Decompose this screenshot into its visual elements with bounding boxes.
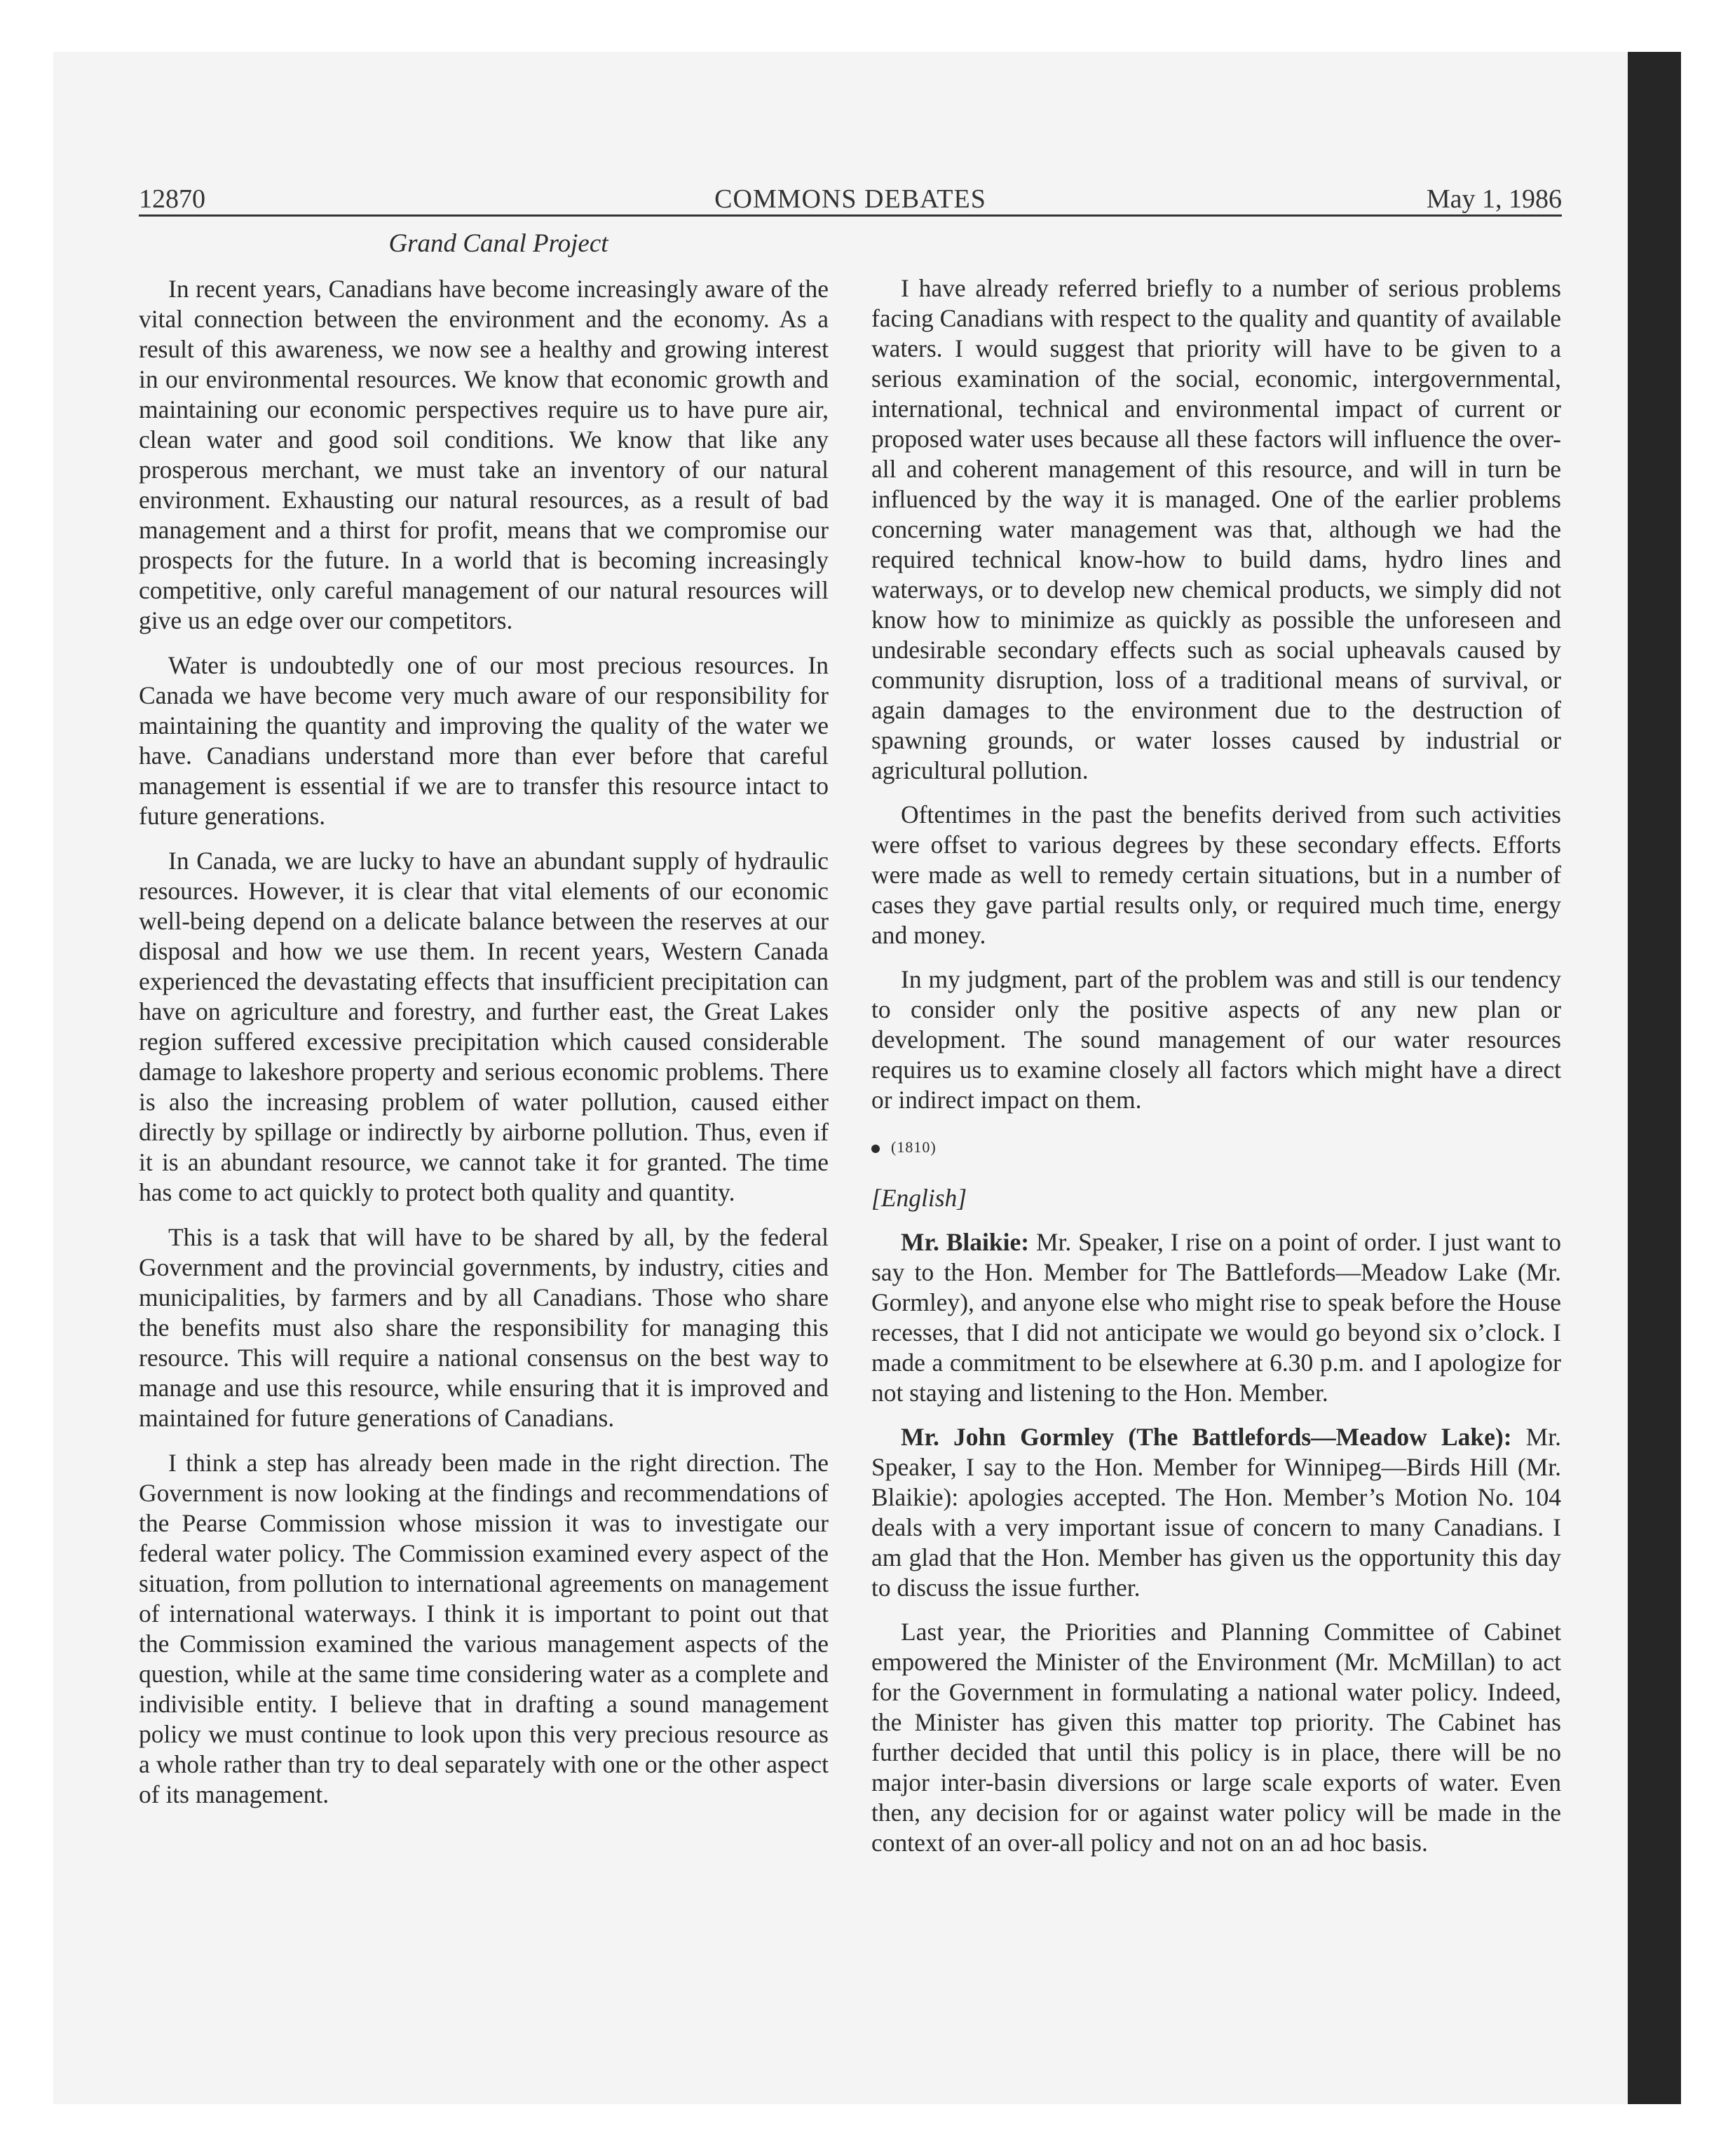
publication-title: COMMONS DEBATES bbox=[714, 184, 986, 214]
page-header bbox=[139, 181, 1562, 217]
paragraph: Water is undoubtedly one of our most precious resources. In Canada we have become very much aware of our responsibility for maintaining the quantity and improving the quality of the water we have. Canadians understand more than ever before that careful management is essential if we are to transfer this resource intact to future generations. bbox=[139, 651, 829, 830]
paragraph: Last year, the Priorities and Planning Committee of Cabinet empowered the Minister of the Environment (Mr. McMillan) to act for the Government in formulating a national water policy. Indeed, the Minister has given this matter top priority. The Cabinet has further decided that until this policy is in place, there will be no major inter-basin diversions or large scale exports of water. Even then, any decision for or against water policy will be made in the context of an over-all policy and not on an ad hoc basis. bbox=[871, 1618, 1561, 1857]
page-number: 12870 bbox=[139, 184, 205, 214]
right-column bbox=[871, 273, 1561, 1872]
speaker-name: Mr. Blaikie: bbox=[901, 1228, 1030, 1256]
scan-edge-bar bbox=[1628, 52, 1681, 2104]
language-note: [English] bbox=[871, 1184, 967, 1212]
speech-paragraph bbox=[871, 1422, 1561, 1603]
time-marker-text: (1810) bbox=[891, 1138, 937, 1156]
speaker-name: Mr. John Gormley (The Battlefords—Meadow Lake): bbox=[901, 1423, 1512, 1451]
section-title: Grand Canal Project bbox=[388, 229, 608, 258]
paragraph: I think a step has already been made in the right direction. The Government is now looking at the findings and recommendations of the Pearse Commission whose mission it was to investigate our federal water policy. The Commission examined every aspect of the situation, from pollution to international agreements on management of international waterways. I think it is important to point out that the Commission examined the various management aspects of the question, while at the same time considering water as a complete and indivisible entity. I believe that in drafting a sound management policy we must continue to look upon this very precious resource as a whole rather than try to deal separately with one or the other aspect of its management. bbox=[139, 1449, 829, 1808]
paragraph: Oftentimes in the past the benefits derived from such activities were offset to various degrees by these secondary effects. Efforts were made as well to remedy certain situations, but in a number of cases they gave partial results only, or required much time, energy and money. bbox=[871, 800, 1561, 949]
page-date: May 1, 1986 bbox=[1426, 184, 1562, 214]
header-rule bbox=[139, 214, 1562, 217]
paragraph: I have already referred briefly to a number of serious problems facing Canadians with respect to the quality and quantity of available waters. I would suggest that priority will have to be given to a serious examination of the social, economic, intergovernmental, international, technical and environmental impact of current or proposed water uses because all these factors will influence the over-all and coherent management of this resource, and will in turn be influenced by the way it is managed. One of the earlier problems concerning water management was that, although we had the required technical know-how to build dams, hydro lines and waterways, or to develop new chemical products, we simply did not know how to minimize as quickly as possible the unforeseen and undesirable secondary effects such as social upheavals caused by community disruption, loss of a traditional means of survival, or again damages to the environment due to the destruction of spawning grounds, or water losses caused by industrial or agricultural pollution. bbox=[871, 274, 1561, 784]
speech-text: Mr. Speaker, I rise on a point of order. I just want to say to the Hon. Member for The Battlefords—Meadow Lake (Mr. Gormley), and anyone else who might rise to speak before the House recesses, that I did not anticipate we would go beyond six o’clock. I made a commitment to be elsewhere at 6.30 p.m. and I apologize for not staying and listening to the Hon. Member. bbox=[871, 1228, 1561, 1407]
paragraph: In recent years, Canadians have become increasingly aware of the vital connection between the environment and the economy. As a result of this awareness, we now see a healthy and growing interest in our environmental resources. We know that economic growth and maintaining our economic perspectives require us to have pure air, clean water and good soil conditions. We know that like any prosperous merchant, we must take an inventory of our natural environment. Exhausting our natural resources, as a result of bad management and a thirst for profit, means that we compromise our prospects for the future. In a world that is becoming increasingly competitive, only careful management of our natural resources will give us an edge over our competitors. bbox=[139, 275, 829, 634]
bullet-dot-icon bbox=[871, 1145, 880, 1153]
paragraph: In Canada, we are lucky to have an abundant supply of hydraulic resources. However, it is clear that vital elements of our economic well-being depend on a delicate balance between the reserves at our disposal and how we use them. In recent years, Western Canada experienced the devastating effects that insufficient precipitation can have on agriculture and forestry, and further east, the Great Lakes region suffered excessive precipitation which caused considerable damage to lakeshore property and serious economic problems. There is also the increasing problem of water pollution, caused either directly by spillage or indirectly by airborne pollution. Thus, even if it is an abundant resource, we cannot take it for granted. The time has come to act quickly to protect both quality and quantity. bbox=[139, 847, 829, 1206]
left-column bbox=[139, 228, 829, 1824]
time-marker bbox=[871, 1132, 1561, 1162]
speech-paragraph bbox=[871, 1227, 1561, 1408]
paragraph: In my judgment, part of the problem was and still is our tendency to consider only the positive aspects of any new plan or development. The sound management of our water resources requires us to examine closely all factors which might have a direct or indirect impact on them. bbox=[871, 965, 1561, 1114]
paragraph: This is a task that will have to be shared by all, by the federal Government and the provincial governments, by industry, cities and municipalities, by farmers and by all Canadians. Those who share the benefits must also share the responsibility for managing this resource. This will require a national consensus on the best way to manage and use this resource, while ensuring that it is improved and maintained for future generations of Canadians. bbox=[139, 1223, 829, 1432]
speech-text: Mr. Speaker, I say to the Hon. Member for Winnipeg—Birds Hill (Mr. Blaikie): apologies accepted. The Hon. Member’s Motion No. 104 deals with a very important issue of concern to many Canadians. I am glad that the Hon. Member has given us the opportunity this day to discuss the issue further. bbox=[871, 1423, 1561, 1602]
